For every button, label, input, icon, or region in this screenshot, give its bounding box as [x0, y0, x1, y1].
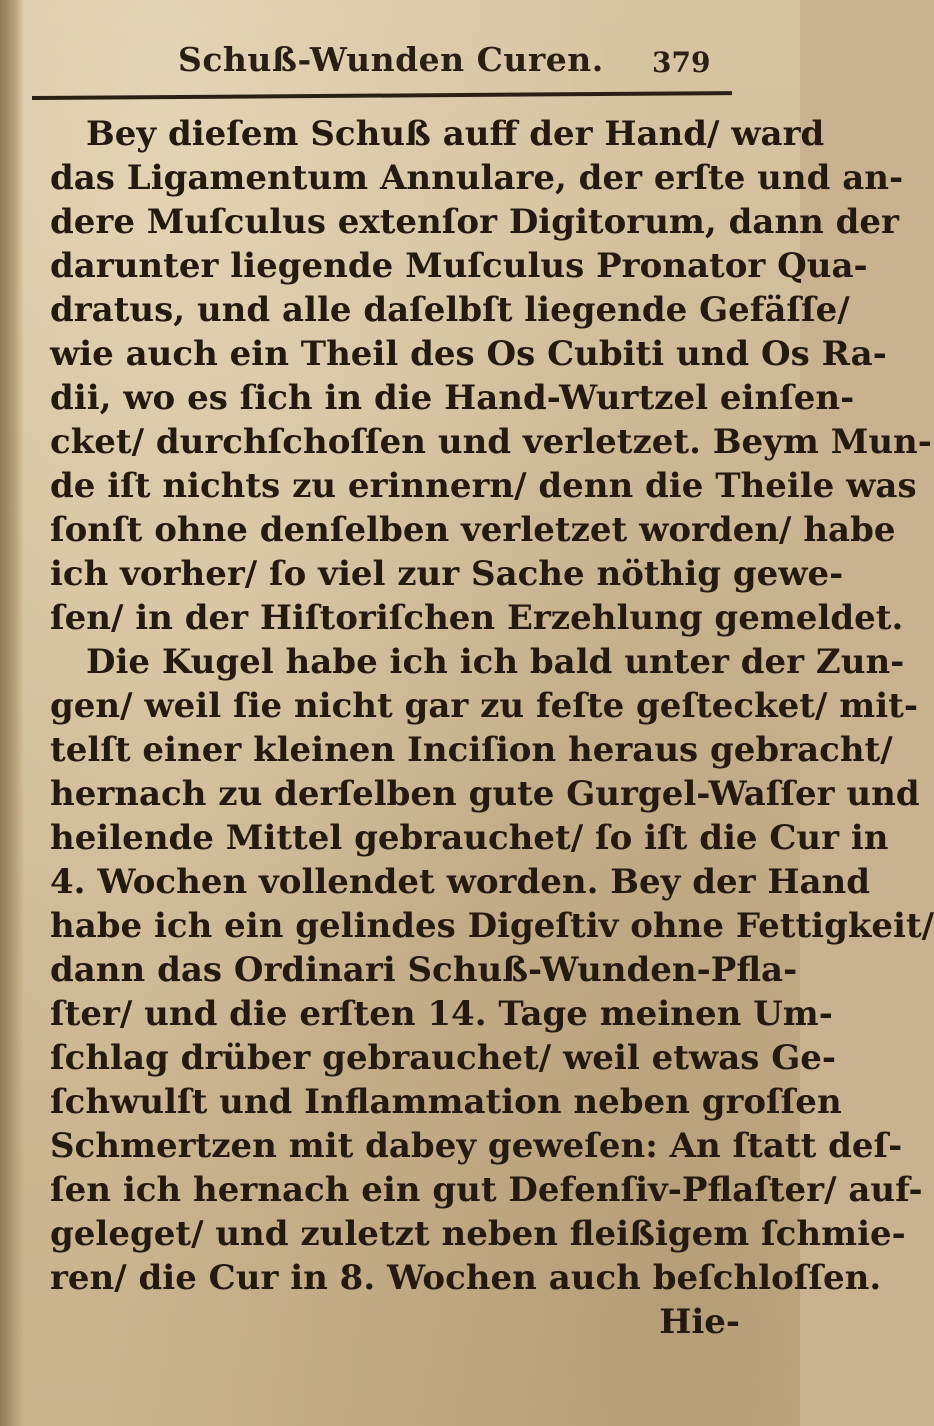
text-line: ſchwulſt und Inflammation neben groſſen: [50, 1082, 842, 1122]
text-line: ſter/ und die erſten 14. Tage meinen Um-: [50, 994, 833, 1034]
text-line: gen/ weil ſie nicht gar zu feſte geſtecket/ mit-: [50, 686, 918, 726]
text-line: wie auch ein Theil des Os Cubiti und Os Ra-: [50, 334, 887, 374]
text-line: Die Kugel habe ich ich bald unter der Zun-: [86, 642, 905, 682]
catchword: Hie-: [659, 1302, 740, 1342]
text-line: ren/ die Cur in 8. Wochen auch beſchloſſen.: [50, 1258, 882, 1298]
text-line: Bey dieſem Schuß auff der Hand/ ward: [86, 114, 825, 154]
text-line: dii, wo es ſich in die Hand-Wurtzel einſen-: [50, 378, 855, 418]
text-line: das Ligamentum Annulare, der erſte und an-: [50, 158, 904, 198]
body-text: [50, 112, 934, 1344]
text-line: hernach zu derſelben gute Gurgel-Waſſer und: [50, 774, 920, 814]
text-line: 4. Wochen vollendet worden. Bey der Hand: [50, 862, 871, 902]
running-head: Schuß-Wunden Curen.: [178, 40, 604, 79]
text-line: Schmertzen mit dabey geweſen: An ſtatt deſ-: [50, 1126, 903, 1166]
text-line: heilende Mittel gebrauchet/ ſo iſt die Cur in: [50, 818, 889, 858]
header-rule: [32, 91, 732, 100]
text-line: de iſt nichts zu erinnern/ denn die Theile was: [50, 466, 917, 506]
text-line: telſt einer kleinen Inciſion heraus gebracht/: [50, 730, 893, 770]
text-line: geleget/ und zuletzt neben fleißigem ſchmie-: [50, 1214, 906, 1254]
text-line: darunter liegende Muſculus Pronator Qua-: [50, 246, 868, 286]
text-line: ſchlag drüber gebrauchet/ weil etwas Ge-: [50, 1038, 836, 1078]
text-line: habe ich ein gelindes Digeſtiv ohne Fettigkeit/: [50, 906, 934, 946]
text-line: dratus, und alle daſelbſt liegende Gefäſſe/: [50, 290, 850, 330]
page-header: [0, 36, 800, 86]
page-gutter-shadow: [0, 0, 24, 1426]
text-line: ſen/ in der Hiſtoriſchen Erzehlung gemeldet.: [50, 598, 904, 638]
text-line: cket/ durchſchoſſen und verletzet. Beym Mun-: [50, 422, 932, 462]
text-line: dann das Ordinari Schuß-Wunden-Pfla-: [50, 950, 798, 990]
text-line: ſonſt ohne denſelben verletzet worden/ habe: [50, 510, 896, 550]
text-line: dere Muſculus extenſor Digitorum, dann der: [50, 202, 899, 242]
text-line: ich vorher/ ſo viel zur Sache nöthig gewe-: [50, 554, 844, 594]
text-line: ſen ich hernach ein gut Defenſiv-Pflaſter/ auf-: [50, 1170, 923, 1210]
page-number: 379: [652, 46, 711, 79]
